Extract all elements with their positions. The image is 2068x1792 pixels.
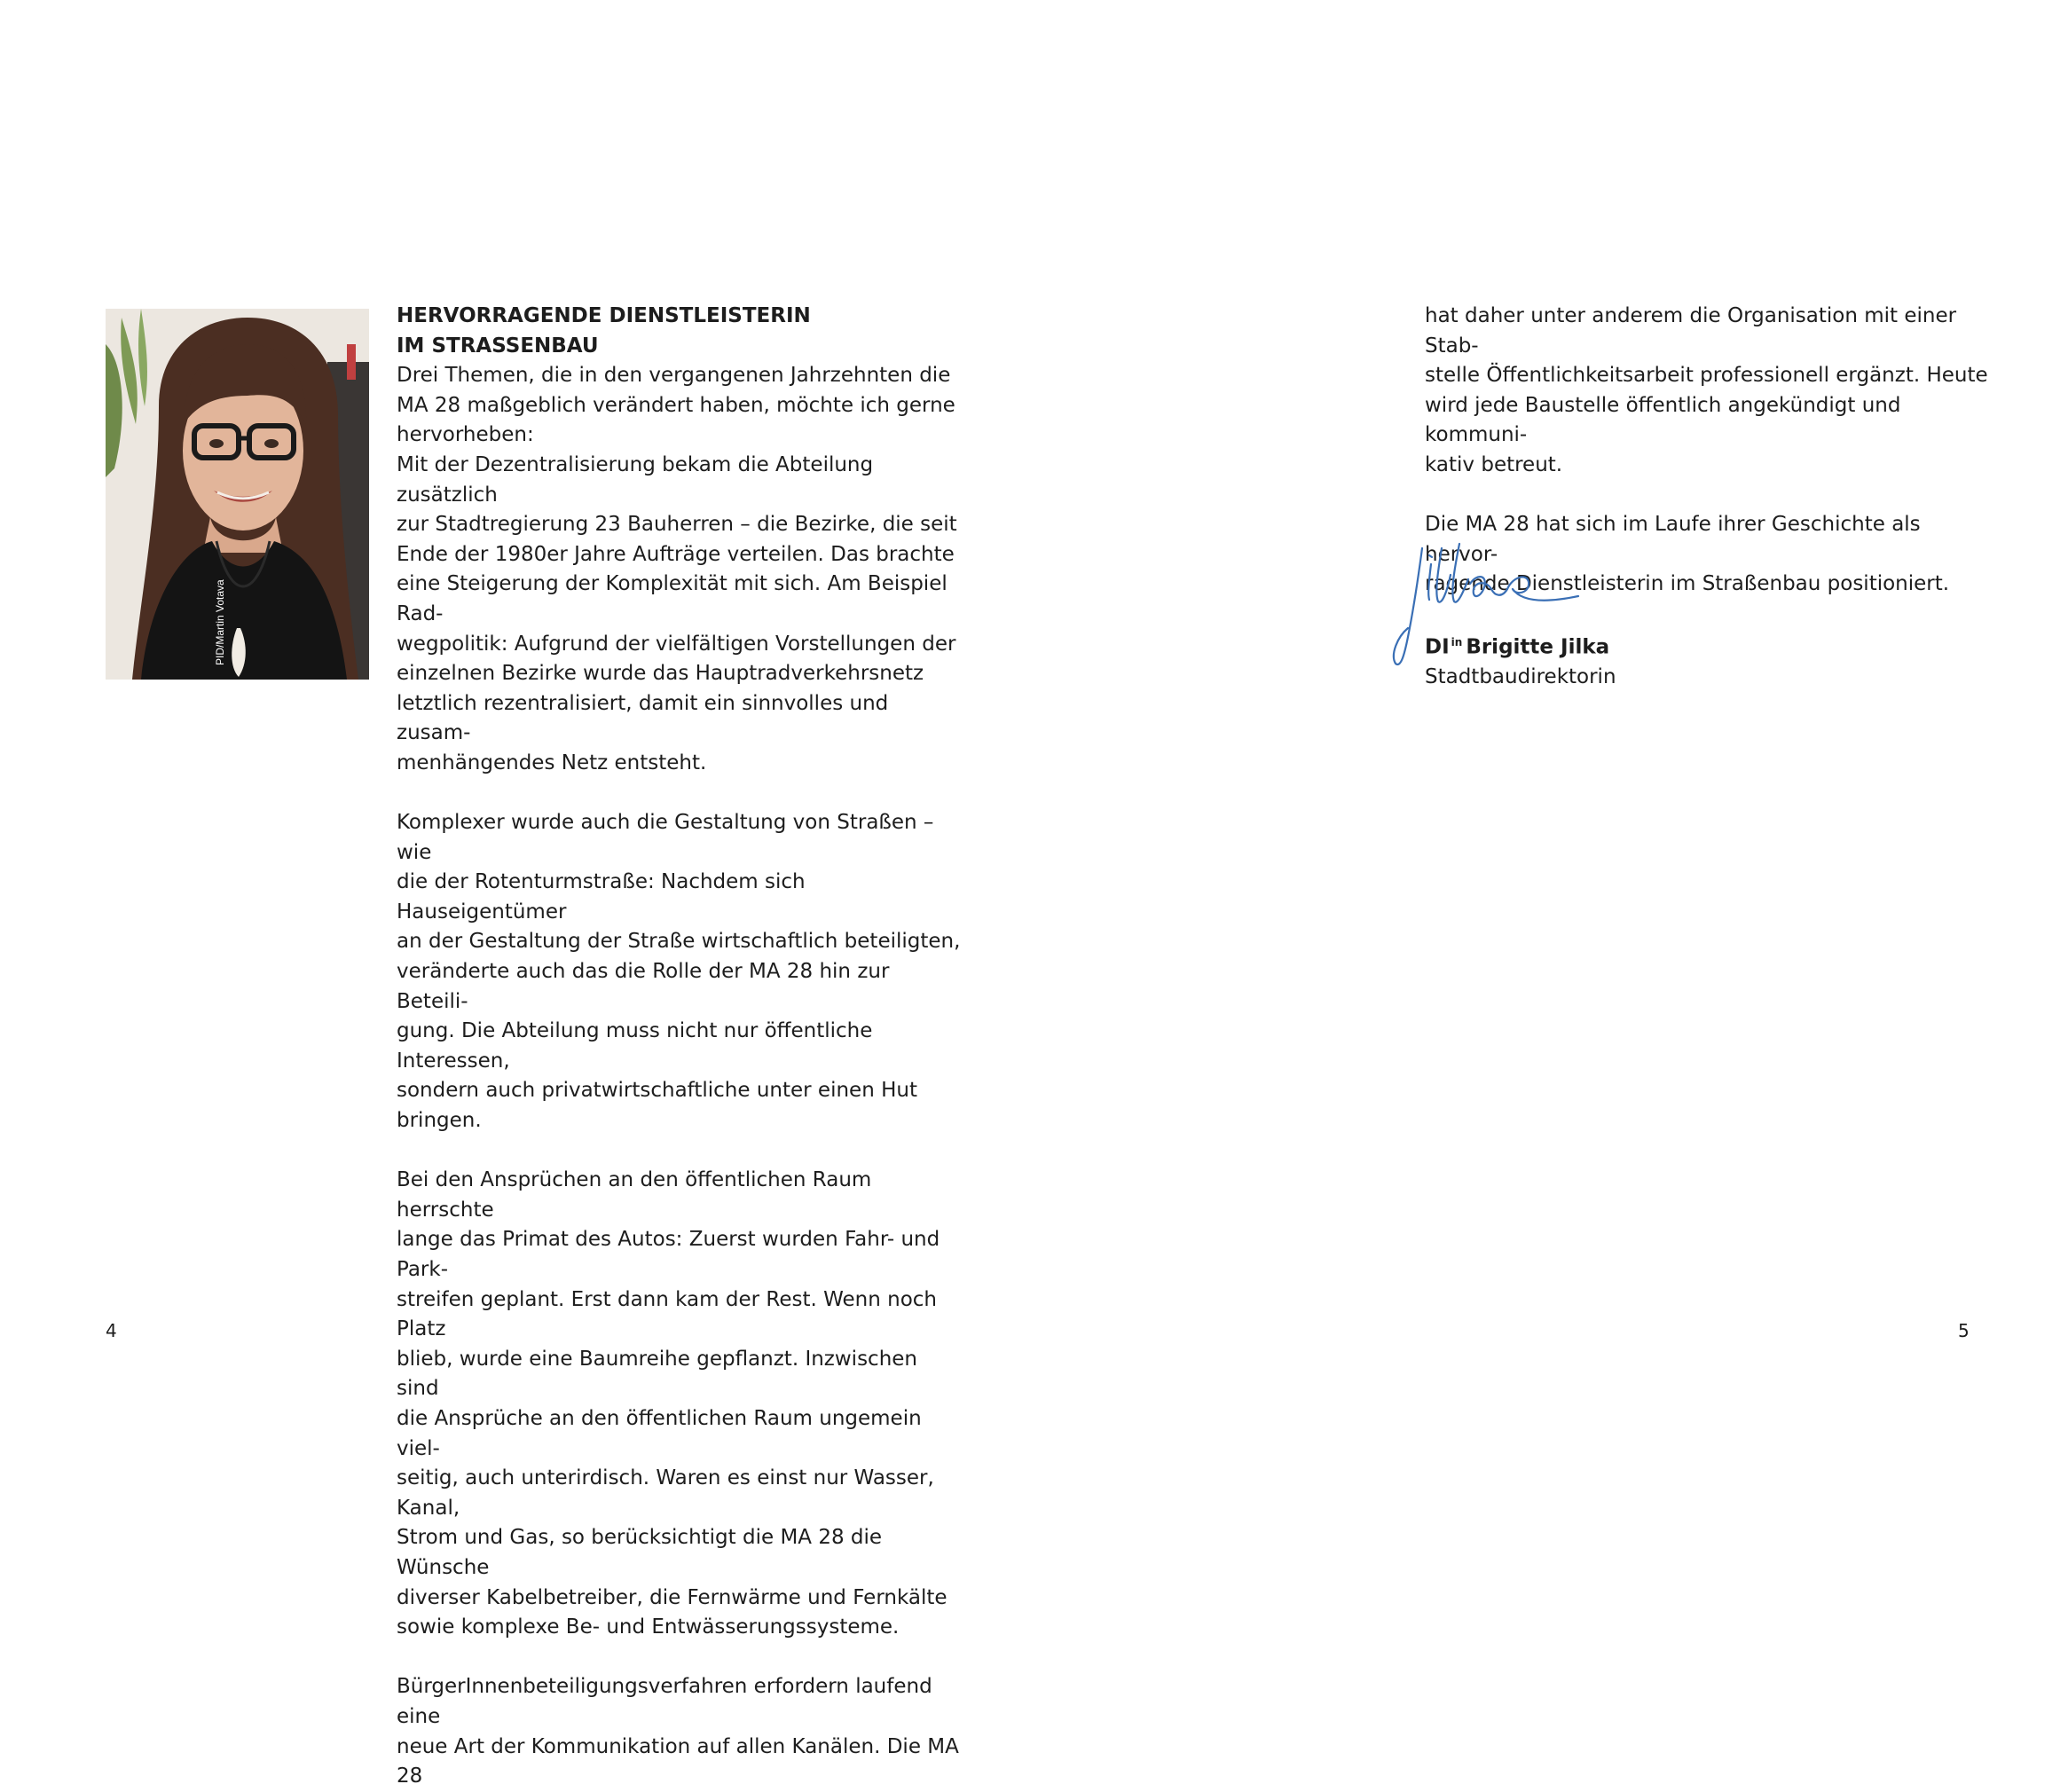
text-line: letztlich rezentralisiert, damit ein sinnvolles und zusam- bbox=[397, 691, 889, 745]
text-line: sondern auch privatwirtschaftliche unter einen Hut bringen. bbox=[397, 1079, 917, 1133]
signer-role: Stadtbaudirektorin bbox=[1425, 665, 1616, 689]
text-line: Die MA 28 hat sich im Laufe ihrer Geschichte als hervor- bbox=[1425, 513, 1921, 566]
text-line: Ende der 1980er Jahre Aufträge verteilen. Das brachte bbox=[397, 542, 955, 566]
signer-block bbox=[1425, 628, 1616, 693]
text-line: menhängendes Netz entsteht. bbox=[397, 751, 707, 774]
text-line: Bei den Ansprüchen an den öffentlichen Raum herrschte bbox=[397, 1168, 872, 1222]
signer-name-line bbox=[1425, 628, 1616, 663]
section-heading-line2: IM STRASSENBAU bbox=[397, 334, 599, 358]
paragraph-continued bbox=[1425, 302, 1993, 481]
text-line: neue Art der Kommunikation auf allen Kanälen. Die MA 28 bbox=[397, 1734, 959, 1788]
text-line: veränderte auch das die Rolle der MA 28 hin zur Beteili- bbox=[397, 960, 890, 1013]
portrait-photo bbox=[106, 309, 369, 680]
text-line: wird jede Baustelle öffentlich angekündigt und kommuni- bbox=[1425, 393, 1901, 447]
text-line: MA 28 maßgeblich verändert haben, möchte ich gerne bbox=[397, 393, 955, 417]
text-line: an der Gestaltung der Straße wirtschaftlich beteiligten, bbox=[397, 930, 961, 954]
paragraph-gap bbox=[397, 779, 964, 809]
text-line: einzelnen Bezirke wurde das Hauptradverkehrsnetz bbox=[397, 662, 924, 686]
left-page bbox=[0, 0, 1034, 1788]
text-line: Drei Themen, die in den vergangenen Jahrzehnten die bbox=[397, 364, 951, 388]
section-heading-line1: HERVORRAGENDE DIENSTLEISTERIN bbox=[397, 304, 811, 327]
page-number-right: 5 bbox=[1958, 1320, 1970, 1341]
signer-title-superscript: in bbox=[1451, 636, 1463, 648]
photo-credit: PID/Martin Votava bbox=[214, 579, 226, 665]
paragraph-3 bbox=[397, 1166, 964, 1643]
text-line: blieb, wurde eine Baumreihe gepflanzt. Inzwischen sind bbox=[397, 1347, 918, 1401]
text-line: diverser Kabelbetreiber, die Fernwärme und Fernkälte bbox=[397, 1585, 948, 1609]
text-line: Strom und Gas, so berücksichtigt die MA 28 die Wünsche bbox=[397, 1526, 883, 1579]
left-text-column bbox=[397, 302, 964, 1792]
text-line: ragende Dienstleisterin im Straßenbau positioniert. bbox=[1425, 572, 1950, 596]
text-line: wegpolitik: Aufgrund der vielfältigen Vorstellungen der bbox=[397, 632, 956, 656]
paragraph-gap bbox=[1425, 481, 1993, 511]
text-line: seitig, auch unterirdisch. Waren es einst nur Wasser, Kanal, bbox=[397, 1466, 934, 1520]
text-line: lange das Primat des Autos: Zuerst wurden Fahr- und Park- bbox=[397, 1228, 940, 1281]
text-line: die Ansprüche an den öffentlichen Raum ungemein viel- bbox=[397, 1406, 922, 1460]
text-line: sowie komplexe Be- und Entwässerungssysteme. bbox=[397, 1615, 900, 1639]
paragraph-gap bbox=[397, 1643, 964, 1673]
right-page bbox=[1034, 0, 2068, 1397]
text-line: hervorheben: bbox=[397, 423, 534, 447]
signer-academic-title: DI bbox=[1425, 635, 1450, 659]
text-line: Komplexer wurde auch die Gestaltung von Straßen – wie bbox=[397, 811, 934, 864]
text-line: eine Steigerung der Komplexität mit sich. Am Beispiel Rad- bbox=[397, 572, 948, 625]
paragraph-1 bbox=[397, 361, 964, 778]
text-line: gung. Die Abteilung muss nicht nur öffentliche Interessen, bbox=[397, 1019, 873, 1073]
text-line: hat daher unter anderem die Organisation mit einer Stab- bbox=[1425, 304, 1957, 358]
text-line: Mit der Dezentralisierung bekam die Abteilung zusätzlich bbox=[397, 452, 874, 507]
page-number-left: 4 bbox=[106, 1320, 117, 1341]
paragraph-gap bbox=[397, 1136, 964, 1167]
text-line: kativ betreut. bbox=[1425, 452, 1563, 476]
paragraph-2 bbox=[397, 808, 964, 1136]
paragraph-4 bbox=[397, 1672, 964, 1791]
text-line: BürgerInnenbeteiligungsverfahren erfordern laufend eine bbox=[397, 1675, 932, 1728]
text-line: streifen geplant. Erst dann kam der Rest. Wenn noch Platz bbox=[397, 1287, 937, 1341]
text-line: zur Stadtregierung 23 Bauherren – die Bezirke, die seit bbox=[397, 513, 957, 537]
portrait-illustration bbox=[106, 309, 369, 680]
text-line: stelle Öffentlichkeitsarbeit professionell ergänzt. Heute bbox=[1425, 364, 1988, 388]
signer-name: Brigitte Jilka bbox=[1466, 635, 1610, 659]
text-line: die der Rotenturmstraße: Nachdem sich Hauseigentümer bbox=[397, 870, 806, 924]
